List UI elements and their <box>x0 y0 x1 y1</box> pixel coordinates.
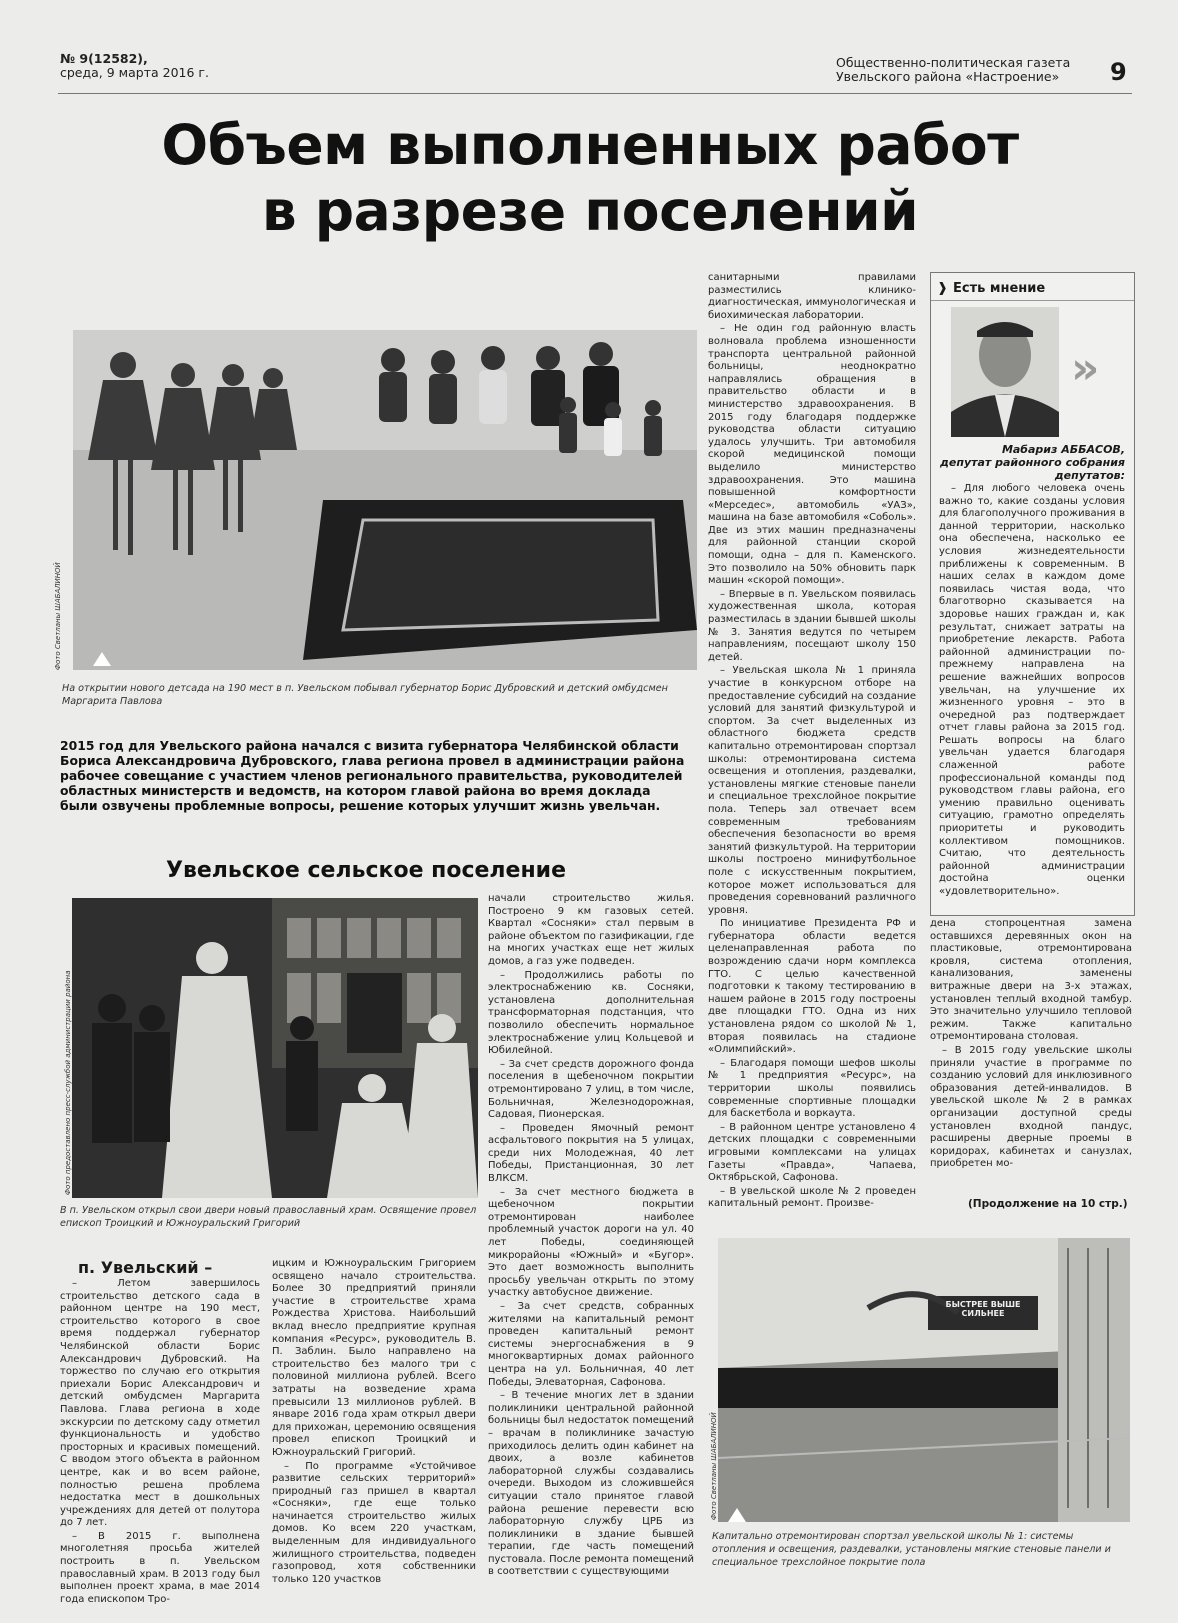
paragraph: – Продолжились работы по электроснабжению кв. Сосняки, установлена дополнительная трансформаторная подстанция, что позволило обеспечить нормальное электроснабжение улиц Кольцевой и Юбилейной. <box>488 969 694 1057</box>
church-illustration <box>72 898 478 1198</box>
paragraph: – По программе «Устойчивое развитие сельских территорий» природный газ пришел в квартал «Сосняки», где еще только начинается строительство жилых домов. Ко всем 220 участкам, выделенным для индивидуального жилищного строительства, подведен газопровод, хотя собственники только 120 участков <box>272 1460 476 1585</box>
photo2-credit: Фото предоставлено пресс-службой администрации района <box>64 970 72 1195</box>
photo1-credit: Фото Светланы ШАБАЛИНОЙ <box>54 562 62 670</box>
portrait-illustration <box>951 307 1059 437</box>
headline-line1: Объем выполненных работ <box>161 113 1019 177</box>
photo-marker-icon <box>93 652 111 666</box>
portrait <box>951 307 1059 437</box>
paragraph: – Увельская школа № 1 приняла участие в конкурсном отборе на предоставление субсидий на создание условий для занятий физкультурой и спортом. За счет выделенных из областного бюджета средств капитально отремонтирован спортзал школы: отремонтирована система освещения и отопления, раздевалки, установлены мягкие стеновые панели и специальное трехслойное покрытие пола. Теперь зал отвечает всем современным требованиям обеспечения безопасности во время занятий физкультурой. На территории школы построено минифутбольное поле с искусственным покрытием, которое может использоваться для проведения соревнований различного уровня. <box>708 665 917 916</box>
headline <box>80 112 1100 244</box>
chevron-right-icon: ❱ <box>937 281 948 296</box>
newspaper-name-line1: Общественно-политическая газета <box>836 55 1071 70</box>
opinion-sidebar <box>930 272 1135 916</box>
photo-marker-icon <box>728 1508 746 1522</box>
paragraph: начали строительство жилья. Построено 9 км газовых сетей. Квартал «Сосняки» стал первым в районе объектом по газификации, где на многих участках еще нет жилых домов, а газ уже подведен. <box>488 893 694 967</box>
photo3-caption: Капитально отремонтирован спортзал увельской школы № 1: системы отопления и освещения, раздевалки, установлены мягкие стеновые панели и специальное трехслойное покрытие пола <box>712 1531 1111 1568</box>
column-b <box>272 1258 476 1585</box>
section-subhead: Увельское сельское поселение <box>166 858 566 883</box>
paragraph: По инициативе Президента РФ и губернатора области ведется целенаправленная работа по возрождению сдачи норм комплекса ГТО. С целью качественной подготовки к такому тестированию в нашем районе в 2015 году построены две площадки ГТО. Одна из них установлена рядом со школой № 1, вторая появилась на стадионе «Олимпийский». <box>708 918 916 1056</box>
paragraph: санитарными правилами разместились клинико-диагностическая, иммунологическая и биохимическая лаборатории. <box>708 272 916 321</box>
speaker-name: Мабариз АББАСОВ, <box>1001 443 1125 456</box>
paragraph: – Проведен Ямочный ремонт асфальтового покрытия на 5 улицах, среди них Молодежная, 40 лет Победы, Пристанционная, 30 лет ВЛКСМ. <box>488 1122 694 1185</box>
header-rule <box>58 93 1132 94</box>
section-title: п. Увельский – <box>78 1258 213 1277</box>
page-number: 9 <box>1110 58 1127 86</box>
quote-chevrons-icon: » <box>1071 343 1100 394</box>
paragraph: – В течение многих лет в здании поликлиники центральной районной больницы был недостаток помещений – врачам в поликлинике зачастую приходилось делить один кабинет на двоих, а возле кабинетов лабораторной службы создавались очереди. Выходом из сложившейся ситуации стало принятое главой района решение перевести всю лабораторную службу ЦРБ из поликлиники в здание бывшей терапии, где часть помещений пустовала. После ремонта помещений в соответствии с существующими <box>488 1390 694 1578</box>
column-c <box>488 893 694 1578</box>
issue-info <box>60 52 209 80</box>
paragraph: – Впервые в п. Увельском появилась художественная школа, которая разместилась в здании бывшей школы № 3. Занятия ведутся по четырем направлениям, посещают школу 150 детей. <box>708 588 916 663</box>
paragraph: дена стопроцентная замена оставшихся деревянных окон на пластиковые, отремонтирована кровля, система отопления, канализования, заменены витражные двери на 3-х этажах, установлен теплый входной тамбур. Это значительно улучшило тепловой режим. Также капитально отремонтирована столовая. <box>930 918 1132 1043</box>
continued-note: (Продолжение на 10 стр.) <box>968 1198 1128 1210</box>
opinion-text <box>939 483 1125 908</box>
paragraph: – За счет средств дорожного фонда поселения в щебеночном покрытии отремонтировано 7 улиц, в том числе, Больничная, Железнодорожная, Садовая, Пионерская. <box>488 1058 694 1121</box>
opinion-rubric <box>931 273 1134 301</box>
photo3-credit: Фото Светланы ШАБАЛИНОЙ <box>710 1412 718 1520</box>
paragraph: – Не один год районную власть волновала проблема изношенности транспорта центральной районной больницы, неоднократно направлялись обращения в правительство области и в министерство здравоохранения. В 2015 году благодаря поддержке руководства области ситуацию удалось улучшить. Три автомобиля скорой медицинской помощи выделило министерство здравоохранения. Это машина повышенной комфортности «Мерседес», автомобиль «УАЗ», машина на базе автомобиля «Соболь». Две из этих машин предназначены для районной станции скорой помощи, одна – для п. Каменского. Это позволило на 50% обновить парк машин «скорой помощи». <box>708 323 916 587</box>
speaker-role: депутат районного собрания депутатов: <box>940 456 1125 482</box>
column-a <box>60 1278 260 1605</box>
issue-number: № 9(12582), <box>60 51 148 66</box>
newspaper-name-line2: Увельского района «Настроение» <box>836 69 1060 84</box>
newspaper-name <box>836 56 1070 84</box>
paragraph: – Летом завершилось строительство детского сада в районном центре на 190 мест, строительство которого в свое время поддержал губернатор Челябинской области Борис Александрович Дубровский. На торжество по случаю его открытия приехали Борис Александрович и детский омбудсмен Маргарита Павлова. Глава региона в ходе экскурсии по детскому саду отметил функциональность и удобство просторных и красивых помещений. С вводом этого объекта в районном центре, как и во всем районе, полностью решена проблема недостатка мест в дошкольных учреждениях для детей от полутора до 7 лет. <box>60 1278 260 1529</box>
paragraph: – Для любого человека очень важно то, какие созданы условия для благополучного проживания в данной территории, насколько она обеспечена, насколько ее условия жизнедеятельности приближены к современным. В наших селах в каждом доме появилась чистая вода, что благотворно сказывается на здоровье наших граждан и, как результат, снижает затраты на приобретение лекарств. Работа районной администрации по-прежнему направлена на решение важнейших вопросов увельчан, на улучшение их жизненного уровня – это в очередной раз подтверждает отчет главы района за 2015 год. Решать вопросы на благо увельчан удается благодаря слаженной работе профессиональной команды под руководством главы района, его умению правильно оценивать ситуацию, грамотно определять приоритеты и руководить коллективом помощников. Считаю, что деятельность районной администрации достойна оценки «удовлетворительно». <box>939 483 1125 897</box>
issue-date: среда, 9 марта 2016 г. <box>60 65 209 80</box>
gym-illustration <box>718 1238 1130 1522</box>
photo-gym <box>718 1238 1130 1522</box>
paragraph: – За счет средств, собранных жителями на капитальный ремонт проведен капитальный ремонт системы энергоснабжения в 9 многоквартирных домах районного центра на ул. Больничная, 40 лет Победы, Элеваторная, Сафонова. <box>488 1301 694 1388</box>
paragraph: – В 2015 г. выполнена многолетняя просьба жителей построить в п. Увельском православный храм. В 2013 году был выполнен проект храма, в мае 2014 года епископом Тро- <box>60 1530 260 1605</box>
paragraph: – В 2015 году увельские школы приняли участие в программе по созданию условий для инклюзивного образования детей-инвалидов. В увельской школе № 2 в рамках организации доступной среды установлен входной пандус, расширены дверные проемы в коридорах, кабинетах и санузлах, приобретен мо- <box>930 1044 1132 1170</box>
speaker-signature <box>935 443 1125 482</box>
photo-church <box>72 898 478 1198</box>
paragraph: – В районном центре установлено 4 детских площадки с современными игровыми комплексами на улицах Газеты «Правда», Чапаева, Октябрьской, Сафонова. <box>708 1121 916 1184</box>
kindergarten-illustration <box>73 330 697 670</box>
photo-kindergarten <box>73 330 697 670</box>
paragraph: – Благодаря помощи шефов школы № 1 предприятия «Ресурс», на территории школы появились современные спортивные площадки для баскетбола и воркаута. <box>708 1057 916 1120</box>
lead-paragraph: 2015 год для Увельского района начался с визита губернатора Челябинской области Бориса Александровича Дубровского, глава региона провел в администрации района рабочее совещание с участием членов регионального правительства, руководителей областных министерств и ведомств, на котором главой района во время доклада были озвучены проблемные вопросы, решение которых улучшит жизнь увельчан. <box>60 738 685 813</box>
photo1-caption: На открытии нового детсада на 190 мест в п. Увельском побывал губернатор Борис Дубровский и детский омбудсмен Маргарита Павлова <box>62 683 668 707</box>
photo2-caption: В п. Увельском открыл свои двери новый православный храм. Освящение провел епископ Троицкий и Южноуральский Григорий <box>60 1205 477 1229</box>
rubric-label: Есть мнение <box>953 281 1046 296</box>
paragraph: ицким и Южноуральским Григорием освящено начало строительства. Более 30 предприятий приняли участие в строительстве храма Рождества Христова. Наибольший вклад внесло предприятие крупная компания «Ресурс», руководитель В. П. Заблин. Было направлено на строительство без малого три с половиной миллиона рублей. Всего затраты на возведение храма превысили 13 миллионов рублей. В январе 2016 года храм открыл двери для прихожан, церемонию освящения провел епископ Троицкий и Южноуральский Григорий. <box>272 1258 476 1458</box>
column-d <box>708 272 916 1212</box>
paragraph: – В увельской школе № 2 проведен капитальный ремонт. Произве- <box>708 1185 916 1210</box>
column-e <box>930 918 1132 1190</box>
gym-banner: БЫСТРЕЕ ВЫШЕ СИЛЬНЕЕ <box>945 1300 1021 1318</box>
paragraph: – За счет местного бюджета в щебеночном покрытии отремонтирован наиболее проблемный участок дороги на ул. 40 лет Победы, соединяющей микрорайоны «Южный» и «Бугор». Это дает возможность выполнить просьбу увельчан открыть по этому участку автобусное движение. <box>488 1186 694 1299</box>
headline-line2: в разрезе поселений <box>261 179 919 243</box>
